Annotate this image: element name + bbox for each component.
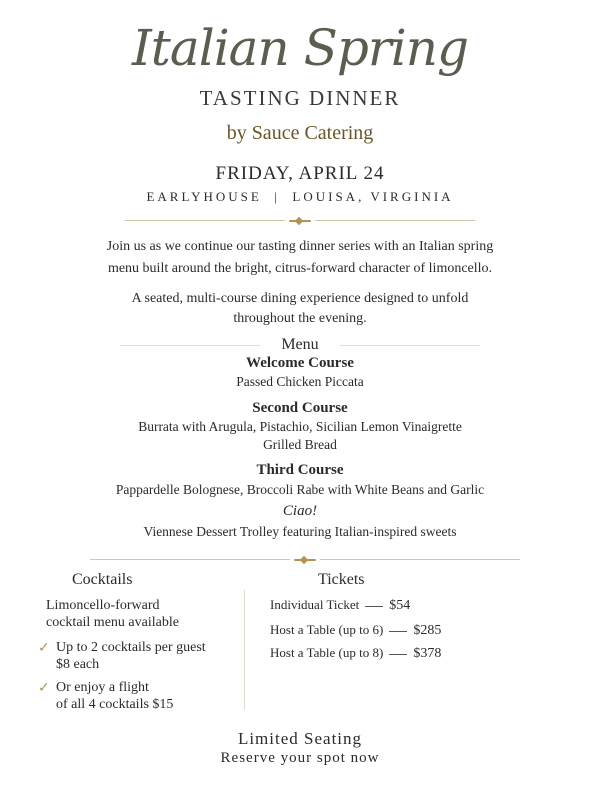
welcome-course-item: Passed Chicken Piccata [236,374,364,389]
ticket-label: Individual Ticket [270,597,360,612]
third-course-heading: Third Course [256,462,344,478]
ticket-price: $54 [389,598,411,613]
cocktails-option-2-line-2: of all 4 cocktails $15 [56,697,174,712]
third-course-item: Pappardelle Bolognese, Broccoli Rabe with White Beans and Garlic [115,482,485,497]
welcome-course-heading: Welcome Course [246,355,354,371]
column-divider [244,590,245,710]
ornament-icon [294,556,316,564]
ticket-label: Host a Table (up to 6) [270,622,384,637]
intro-line-2: menu built around the bright, citrus-forward character of limoncello. [107,261,493,276]
check-icon: ✓ [38,680,50,696]
cocktails-heading: Cocktails [72,571,133,588]
cocktails-desc-1: Limoncello-forward [46,598,160,613]
intro-line-4: throughout the evening. [233,311,367,326]
second-course-item-1: Burrata with Arugula, Pistachio, Sicilian Lemon Vinaigrette [138,419,462,434]
ticket-row [270,645,441,662]
ticket-label: Host a Table (up to 8) [270,645,384,660]
event-title: Italian Spring [132,19,468,77]
event-venue: EARLYHOUSE | LOUISA, VIRGINIA [146,189,454,204]
second-course-heading: Second Course [252,400,348,416]
ornament-divider-top [125,217,475,225]
caterer-byline: by Sauce Catering [226,122,374,144]
intro-line-3: A seated, multi-course dining experience designed to unfold [131,291,469,306]
cocktails-option-1-line-1: Up to 2 cocktails per guest [56,640,206,655]
dessert-item: Viennese Dessert Trolley featuring Italian-inspired sweets [143,524,457,539]
tickets-heading: Tickets [318,571,365,588]
dash-separator [389,654,407,655]
cocktails-option-2-line-1: Or enjoy a flight [56,680,149,695]
dash-separator [365,606,383,607]
menu-title: Menu [281,336,319,353]
cocktails-desc-2: cocktail menu available [46,615,179,630]
ticket-price: $378 [413,646,442,661]
ticket-row [270,622,441,639]
footer-heading: Limited Seating [237,729,363,748]
check-icon: ✓ [38,640,50,656]
cocktails-option-1-line-2: $8 each [56,657,100,672]
ticket-row [270,597,410,614]
intro-line-1: Join us as we continue our tasting dinner series with an Italian spring [106,239,494,254]
ornament-icon [289,217,311,225]
dash-separator [389,631,407,632]
event-subtitle: TASTING DINNER [199,86,401,110]
second-course-item-2: Grilled Bread [263,437,337,452]
event-date: FRIDAY, APRIL 24 [215,163,385,184]
ornament-divider-bottom [90,556,520,564]
footer-subheading: Reserve your spot now [220,750,380,766]
dessert-heading: Ciao! [282,503,318,519]
ticket-price: $285 [413,623,442,638]
